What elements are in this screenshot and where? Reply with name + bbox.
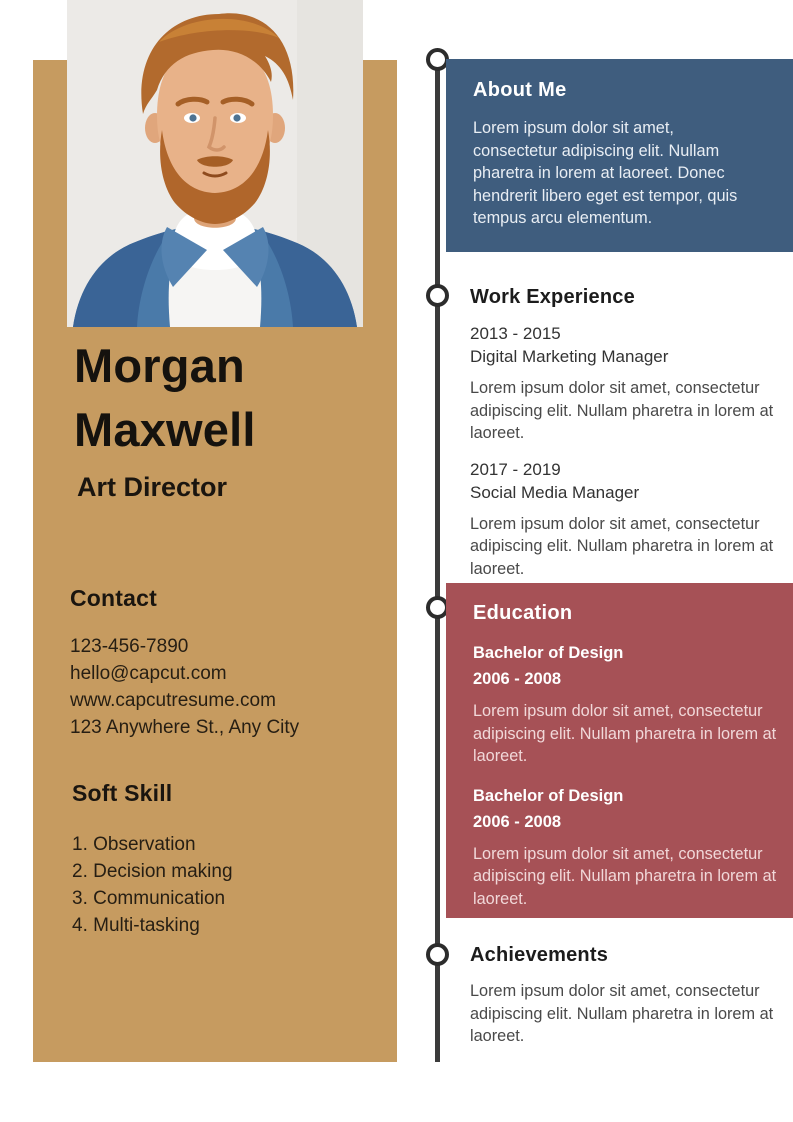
work-entry-body: Lorem ipsum dolor sit amet, consectetur adipiscing elit. Nullam pharetra in lorem at laoreet. [470,379,774,443]
contact-phone: 123-456-7890 [70,636,189,657]
work-entry [470,458,792,581]
portrait-illustration [67,0,363,327]
contact-email: hello@capcut.com [70,663,227,684]
work-entry [470,322,792,445]
education-heading: Education [473,602,573,624]
soft-skill-section [72,780,233,939]
job-title: Art Director [77,472,228,502]
about-me-section [446,59,793,252]
education-entry [473,640,785,768]
about-me-body: Lorem ipsum dolor sit amet, consectetur adipiscing elit. Nullam pharetra in lorem at laoreet. Donec hendrerit libero eget est tempor, quis tempus arcu elementum. [473,119,738,228]
work-entry-role: Digital Marketing Manager [470,347,669,366]
skill-item: 3. Communication [72,888,226,909]
work-experience-section [470,285,792,581]
achievements-section [470,943,792,1048]
person-name [74,334,256,462]
achievements-heading: Achievements [470,944,609,966]
timeline-line [435,60,440,1062]
work-entry-body: Lorem ipsum dolor sit amet, consectetur adipiscing elit. Nullam pharetra in lorem at laoreet. [470,514,774,578]
education-dates: 2006 - 2008 [473,670,562,688]
skill-item: 4. Multi-tasking [72,915,200,936]
profile-photo [67,0,363,327]
work-entry-dates: 2013 - 2015 [470,324,561,343]
soft-skill-heading: Soft Skill [72,780,173,806]
contact-section [70,585,299,741]
education-body: Lorem ipsum dolor sit amet, consectetur adipiscing elit. Nullam pharetra in lorem at laoreet. [473,702,777,766]
education-entry [473,783,785,911]
achievements-body: Lorem ipsum dolor sit amet, consectetur adipiscing elit. Nullam pharetra in lorem at laoreet. [470,982,774,1046]
education-degree: Bachelor of Design [473,644,624,662]
skill-item: 2. Decision making [72,861,233,882]
contact-heading: Contact [70,585,158,611]
work-entry-role: Social Media Manager [470,482,640,502]
about-me-heading: About Me [473,79,567,101]
work-entry-dates: 2017 - 2019 [470,459,561,479]
timeline-node-work [426,284,449,307]
person-name-line2: Maxwell [74,403,256,456]
contact-website: www.capcutresume.com [70,690,276,711]
person-name-line1: Morgan [74,339,245,392]
education-degree: Bachelor of Design [473,786,624,805]
contact-list [70,633,299,741]
work-experience-heading: Work Experience [470,286,635,308]
skill-item: 1. Observation [72,834,196,855]
education-dates: 2006 - 2008 [473,812,562,831]
education-body: Lorem ipsum dolor sit amet, consectetur adipiscing elit. Nullam pharetra in lorem at laoreet. [473,844,777,908]
timeline-node-achievements [426,943,449,966]
education-section [446,583,793,918]
soft-skill-list [72,831,233,939]
contact-address: 123 Anywhere St., Any City [70,717,300,738]
